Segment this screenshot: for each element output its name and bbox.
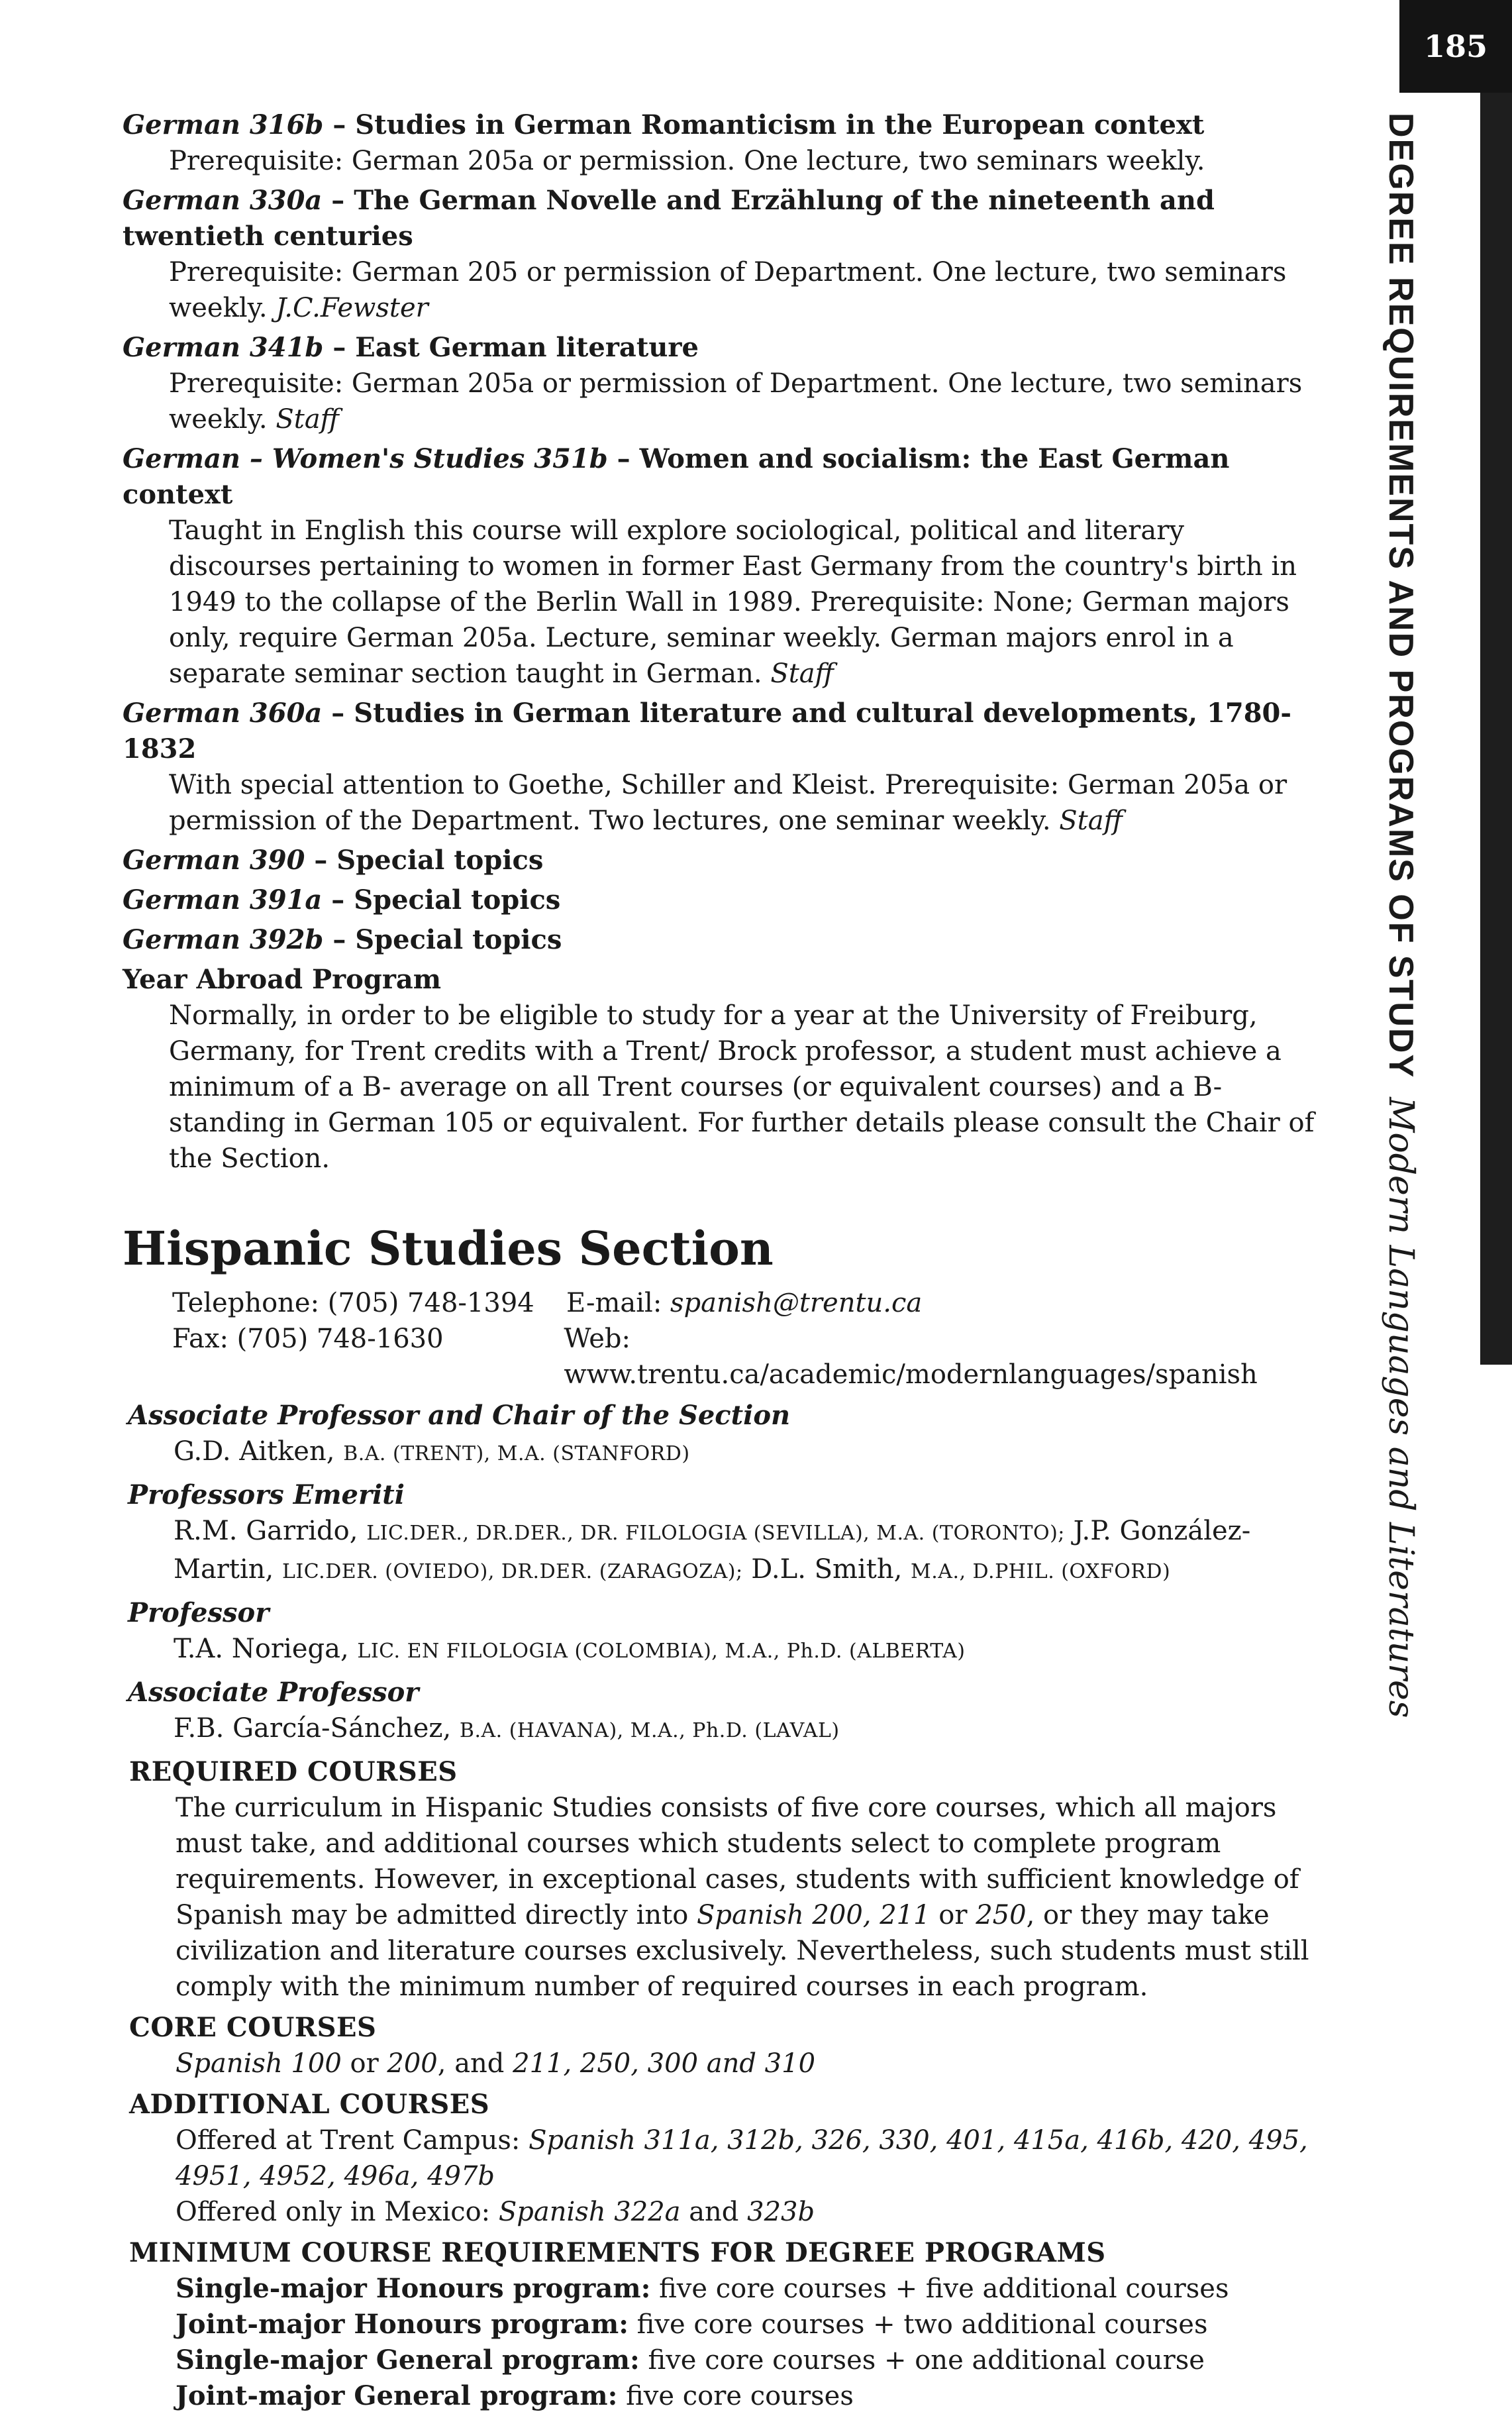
side-running-heading — [1374, 113, 1427, 1718]
course-entry — [123, 882, 1328, 918]
year-abroad-description: Normally, in order to be eligible to study for a year at the University of Freiburg, Germany, for Trent credits with a Trent/ Brock professor, a student must achieve a minimum of a B- average on all Trent courses (or equivalent courses) and a B- standing in German 105 or equivalent. For further details please consult the Chair of the Section. — [169, 1000, 1315, 1174]
faculty-role-heading: Professor — [128, 1597, 270, 1628]
side-heading-caps: DEGREE REQUIREMENTS AND PROGRAMS OF STUDY — [1382, 113, 1420, 1079]
program-name: Single-major Honours program: — [176, 2273, 651, 2304]
faculty-credentials: B.A. (HAVANA), M.A., Ph.D. (LAVAL) — [459, 1719, 840, 1742]
page-content — [123, 107, 1328, 2414]
program-requirement — [176, 2271, 1328, 2307]
course-reference: 200 — [387, 2048, 438, 2079]
program-name: Single-major General program: — [176, 2344, 640, 2376]
course-title — [123, 922, 1328, 958]
course-title — [123, 107, 1328, 143]
course-description-text: Prerequisite: German 205a or permission of Department. One lecture, two seminars weekly. — [169, 368, 1303, 435]
required-courses-text — [176, 1790, 1328, 2005]
course-name: – Studies in German literature and cultural developments, 1780-1832 — [123, 698, 1291, 764]
additional-courses-heading: ADDITIONAL COURSES — [129, 2089, 490, 2120]
course-code: German 341b — [123, 332, 324, 363]
course-description — [169, 143, 1328, 179]
course-reference: Spanish 311a, 312b, 326, 330, 401, 415a, 416b, 420, 495, 4951, 4952, 496a, 497b — [176, 2125, 1308, 2191]
course-code: German 360a — [123, 698, 323, 729]
course-code: German 316b — [123, 109, 324, 140]
course-reference: Spanish 200, 211 — [697, 1900, 931, 1930]
course-instructor: Staff — [1059, 806, 1123, 836]
program-name: Joint-major General program: — [176, 2380, 618, 2411]
course-description — [169, 366, 1328, 437]
faculty-credentials: M.A., D.PHIL. (OXFORD) — [911, 1560, 1171, 1583]
course-reference: Spanish 100 — [176, 2048, 342, 2079]
course-name: – Women and socialism: the East German context — [123, 443, 1230, 510]
page-number: 185 — [1399, 0, 1512, 93]
side-heading-italic: Modern Languages and Literatures — [1381, 1097, 1421, 1718]
tab-bar — [1480, 93, 1512, 1365]
required-text-part: , or they may take civilization and literature courses exclusively. Nevertheless, such students must still comply with the minimum number of required courses in each program. — [176, 1900, 1309, 2002]
faculty-credentials: B.A. (TRENT), M.A. (STANFORD) — [343, 1442, 690, 1465]
program-requirement — [176, 2342, 1328, 2378]
core-text-part: , and — [437, 2048, 513, 2079]
course-title — [123, 330, 1328, 366]
course-entry — [123, 183, 1328, 326]
course-description-text: With special attention to Goethe, Schiller and Kleist. Prerequisite: German 205a or permission of the Department. Two lectures, one seminar weekly. — [169, 770, 1287, 836]
required-courses-heading: REQUIRED COURSES — [129, 1756, 458, 1787]
fax: Fax: (705) 748-1630 — [172, 1324, 444, 1354]
additional-text-part: and — [680, 2197, 748, 2227]
course-title — [123, 696, 1328, 767]
course-name: – Special topics — [331, 884, 561, 916]
program-name: Joint-major Honours program: — [176, 2309, 629, 2340]
faculty-role-heading: Associate Professor and Chair of the Section — [128, 1400, 791, 1431]
faculty-name: T.A. Noriega, — [174, 1634, 349, 1664]
faculty-credentials: LIC.DER. (OVIEDO), DR.DER. (ZARAGOZA); — [282, 1560, 743, 1583]
course-name: – The German Novelle and Erzählung of the nineteenth and twentieth centuries — [123, 185, 1215, 252]
year-abroad-title: Year Abroad Program — [123, 964, 442, 995]
faculty-member — [174, 1710, 1328, 1749]
course-entry — [123, 107, 1328, 179]
course-instructor: Staff — [770, 658, 834, 689]
web-link[interactable]: Web: www.trentu.ca/academic/modernlanguages/spanish — [564, 1324, 1258, 1390]
course-entry — [123, 696, 1328, 839]
faculty-credentials: LIC. EN FILOLOGIA (COLOMBIA), M.A., Ph.D. (ALBERTA) — [357, 1640, 966, 1663]
program-requirement-text: five core courses + one additional course — [639, 2345, 1205, 2376]
faculty-name: R.M. Garrido, — [174, 1516, 358, 1546]
faculty-member — [174, 1434, 1328, 1472]
course-name: – Special topics — [332, 924, 562, 955]
faculty-member — [174, 1631, 1328, 1669]
course-entry — [123, 922, 1328, 958]
program-requirement — [176, 2378, 1328, 2414]
program-requirement-text: five core courses + two additional courses — [628, 2309, 1208, 2340]
section-heading: Hispanic Studies Section — [123, 1221, 774, 1276]
email-link[interactable]: spanish@trentu.ca — [670, 1288, 923, 1318]
course-name: – Special topics — [314, 845, 544, 876]
course-entry — [123, 441, 1328, 692]
faculty-credentials: LIC.DER., DR.DER., DR. FILOLOGIA (SEVILLA), M.A. (TORONTO); — [366, 1522, 1065, 1545]
core-courses-heading: CORE COURSES — [129, 2012, 377, 2043]
program-requirement-text: five core courses — [617, 2381, 854, 2411]
course-name: – East German literature — [332, 332, 699, 363]
faculty-role-heading: Associate Professor — [128, 1677, 419, 1708]
contact-row — [172, 1285, 1328, 1321]
course-entry — [123, 843, 1328, 878]
course-instructor: Staff — [276, 404, 340, 435]
email-line — [566, 1285, 922, 1321]
contact-row — [172, 1321, 1328, 1392]
faculty-member — [174, 1513, 1328, 1590]
course-description-text: Prerequisite: German 205a or permission. One lecture, two seminars weekly. — [169, 146, 1205, 176]
core-courses-text — [176, 2046, 1328, 2081]
course-reference: 250 — [976, 1900, 1027, 1930]
core-text-part: or — [341, 2048, 387, 2079]
faculty-name: D.L. Smith, — [751, 1554, 903, 1585]
required-text-part: The curriculum in Hispanic Studies consists of five core courses, which all majors must take, and additional courses which students select to complete program requirements. However, in exceptional cases, students with sufficient knowledge of Spanish may be admitted directly into — [176, 1793, 1299, 1930]
course-code: German 391a — [123, 884, 323, 916]
course-code: German – Women's Studies 351b — [123, 443, 608, 474]
email-label: E-mail: — [566, 1288, 671, 1318]
faculty-name: G.D. Aitken, — [174, 1436, 335, 1467]
faculty-name: F.B. García-Sánchez, — [174, 1713, 452, 1744]
additional-trent-text — [176, 2123, 1328, 2194]
course-code: German 330a — [123, 185, 323, 216]
faculty-role-heading: Professors Emeriti — [128, 1479, 405, 1510]
program-requirement — [176, 2307, 1328, 2342]
course-instructor: J.C.Fewster — [276, 293, 428, 323]
additional-mexico-text — [176, 2194, 1328, 2230]
course-description — [169, 513, 1328, 692]
course-code: German 390 — [123, 845, 305, 876]
course-name: – Studies in German Romanticism in the European context — [332, 109, 1205, 140]
course-reference: 323b — [747, 2197, 815, 2227]
additional-label: Offered only in Mexico: — [176, 2197, 499, 2227]
course-reference: 211, 250, 300 and 310 — [513, 2048, 816, 2079]
course-description — [169, 254, 1328, 326]
program-requirement-text: five core courses + five additional courses — [650, 2274, 1229, 2304]
course-description-text: Prerequisite: German 205 or permission of Department. One lecture, two seminars weekly. — [169, 257, 1287, 323]
course-code: German 392b — [123, 924, 324, 955]
course-description — [169, 767, 1328, 839]
required-text-part: or — [930, 1900, 976, 1930]
course-title — [123, 843, 1328, 878]
course-title — [123, 183, 1328, 254]
course-reference: Spanish 322a — [498, 2197, 681, 2227]
additional-label: Offered at Trent Campus: — [176, 2125, 529, 2156]
course-description-text: Taught in English this course will explore sociological, political and literary discourses pertaining to women in former East Germany from the country's birth in 1949 to the collapse of the Berlin Wall in 1989. Prerequisite: None; German majors only, require German 205a. Lecture, seminar weekly. German majors enrol in a separate seminar section taught in German. — [169, 515, 1297, 689]
faculty-name: J.P. González-Martin, — [174, 1516, 1251, 1585]
course-entry — [123, 330, 1328, 437]
year-abroad-entry — [123, 962, 1328, 1177]
course-title — [123, 882, 1328, 918]
minimum-requirements-heading: MINIMUM COURSE REQUIREMENTS FOR DEGREE PROGRAMS — [129, 2237, 1106, 2268]
course-title — [123, 441, 1328, 513]
telephone: Telephone: (705) 748-1394 — [172, 1288, 534, 1318]
